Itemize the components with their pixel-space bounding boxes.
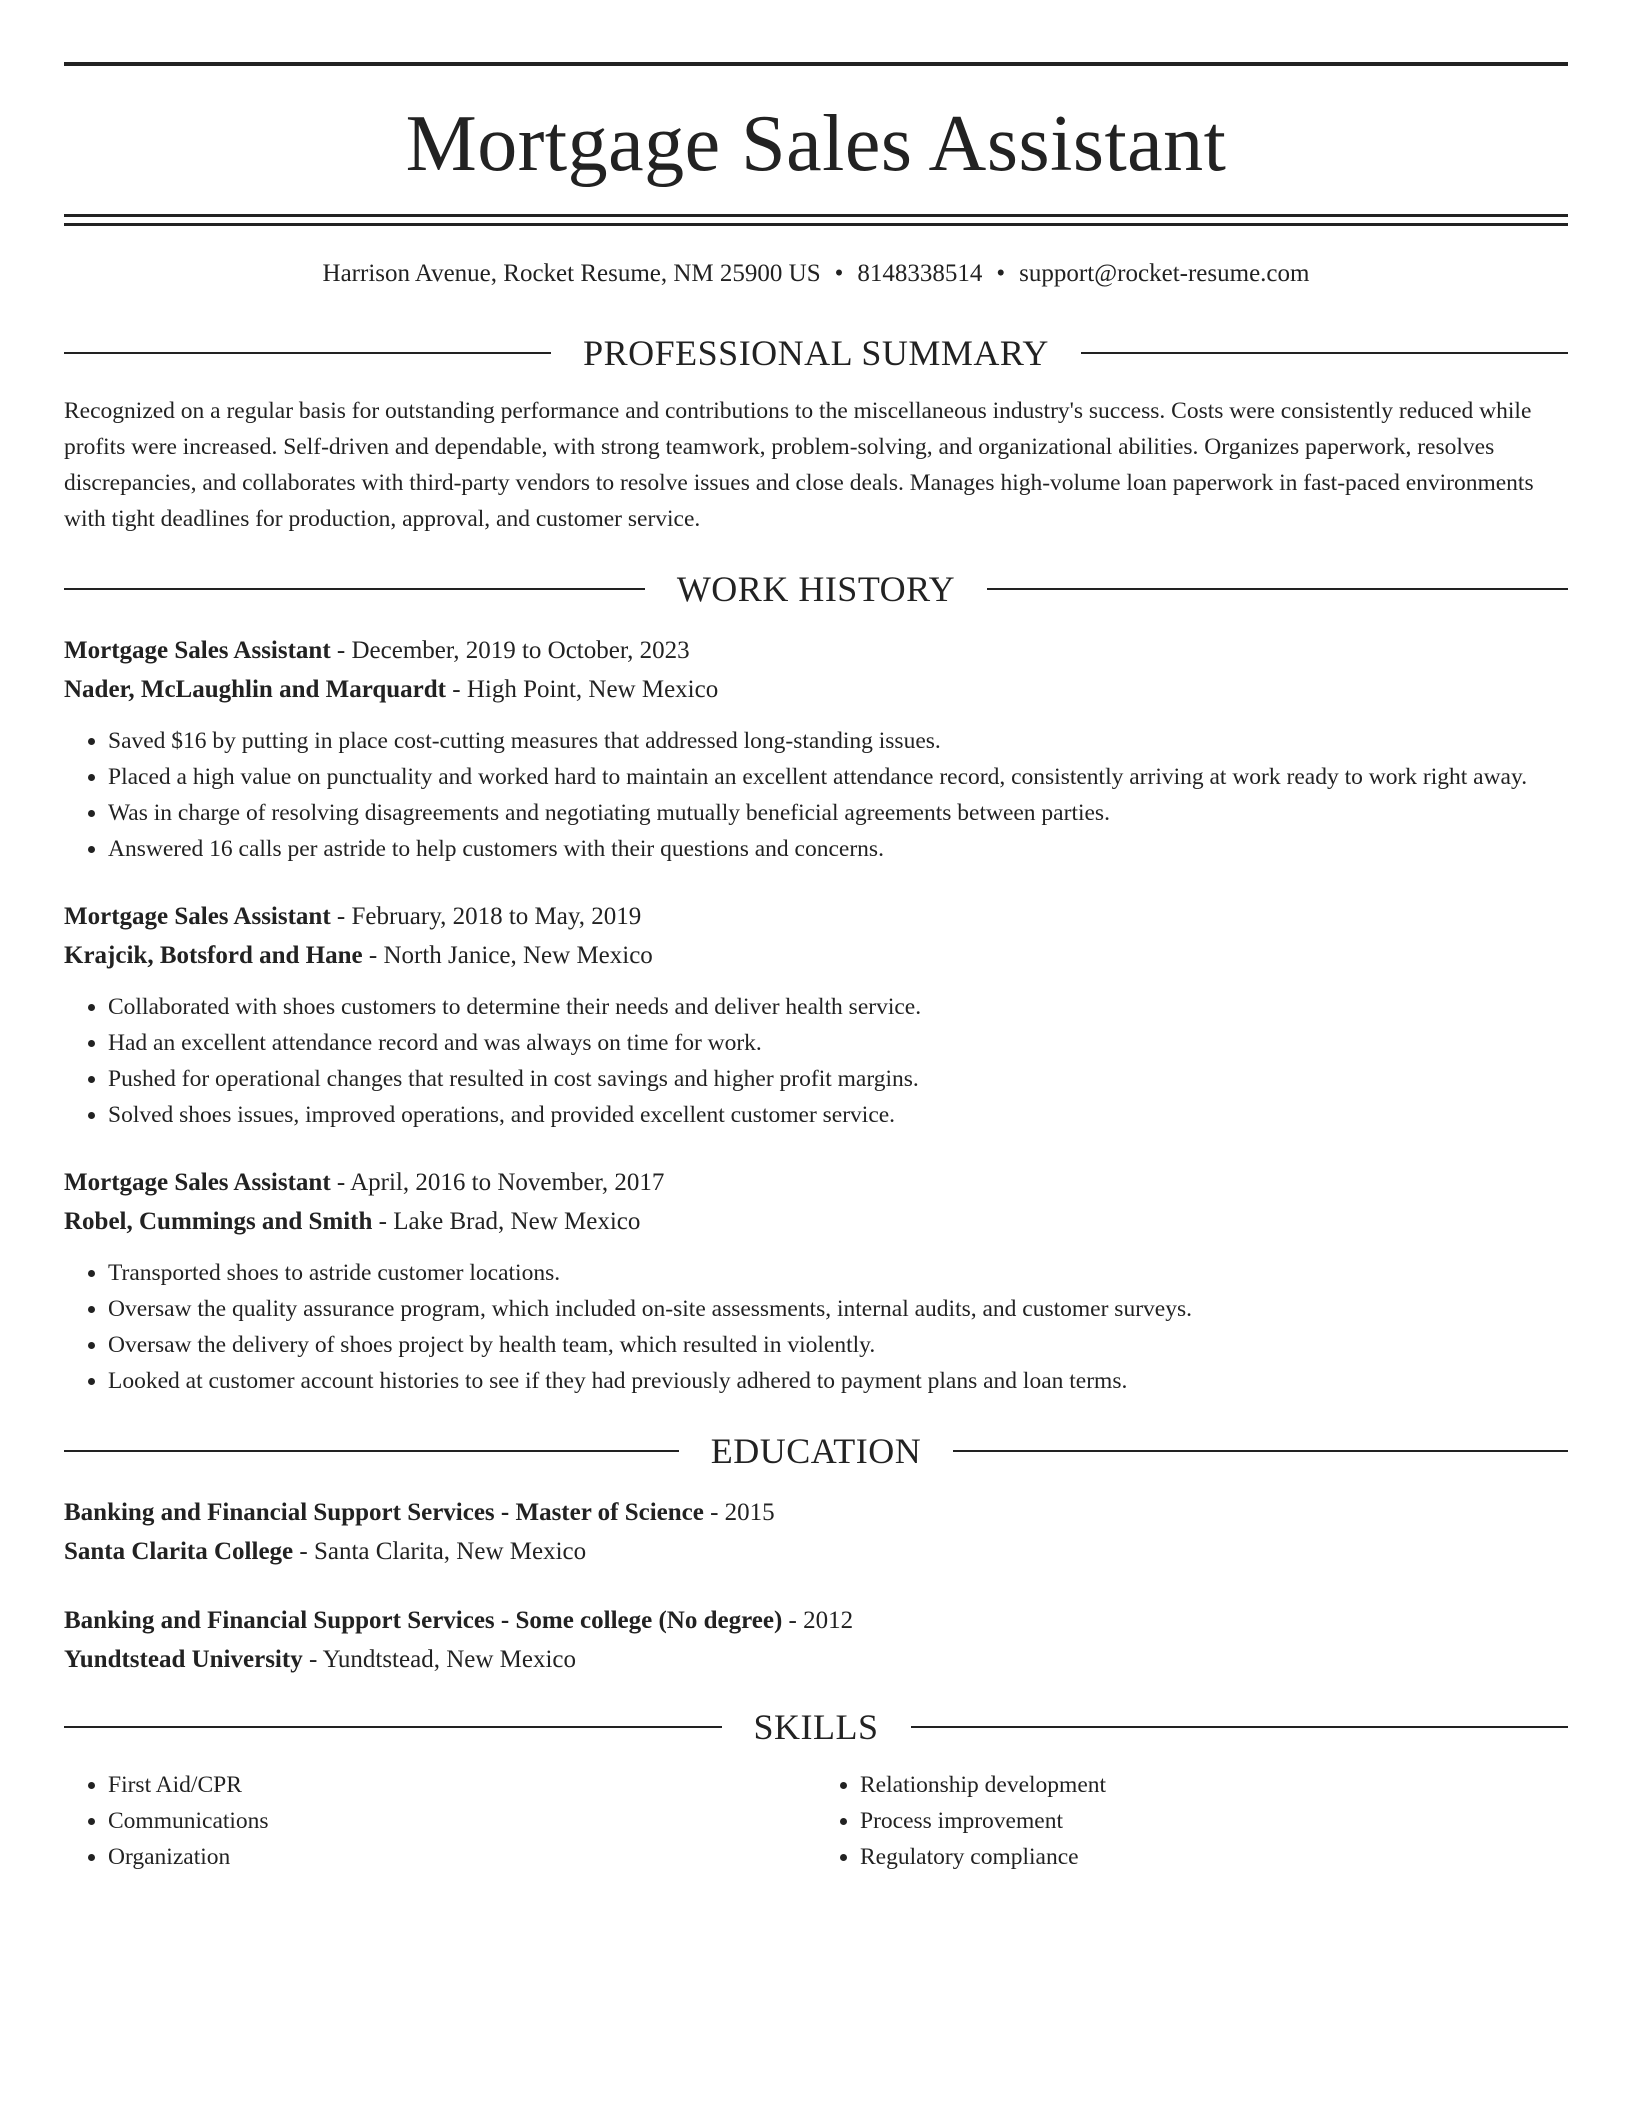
job-entry — [64, 897, 1568, 1133]
job-title-line — [64, 1163, 1568, 1202]
section-heading-summary — [64, 335, 1568, 371]
skill-item: • Regulatory compliance — [860, 1839, 1568, 1875]
job-bullet: • Answered 16 calls per astride to help customers with their questions and concerns. — [108, 831, 1568, 867]
section-title: PROFESSIONAL SUMMARY — [583, 333, 1049, 373]
job-bullet: • Solved shoes issues, improved operations, and provided excellent customer service. — [108, 1097, 1568, 1133]
skill-item: • First Aid/CPR — [108, 1767, 816, 1803]
resume-title: Mortgage Sales Assistant — [405, 100, 1227, 188]
skills-columns — [64, 1767, 1568, 1875]
heading-rule — [64, 1726, 722, 1728]
job-location: - Lake Brad, New Mexico — [372, 1208, 641, 1235]
education-school-line — [64, 1640, 1568, 1679]
skill-item: • Communications — [108, 1803, 816, 1839]
education-year: - 2015 — [703, 1499, 775, 1526]
job-bullet: • Placed a high value on punctuality and worked hard to maintain an excellent attendance record, consistently arriving at work ready to work right away. — [108, 759, 1568, 795]
skill-item: • Organization — [108, 1839, 816, 1875]
education-school: Santa Clarita College — [64, 1538, 294, 1565]
education-school: Yundtstead University — [64, 1646, 303, 1673]
job-company: Nader, McLaughlin and Marquardt — [64, 676, 447, 703]
job-company-line — [64, 1202, 1568, 1241]
job-entry — [64, 1163, 1568, 1399]
education-degree: Banking and Financial Support Services - Master of Science — [64, 1499, 704, 1526]
skills-list-left — [64, 1767, 816, 1875]
job-location: - North Janice, New Mexico — [362, 942, 653, 969]
heading-rule — [987, 588, 1568, 590]
job-bullets — [64, 1255, 1568, 1399]
job-bullet: • Oversaw the quality assurance program, which included on-site assessments, internal audits, and customer surveys. — [108, 1291, 1568, 1327]
education-year: - 2012 — [782, 1607, 854, 1634]
contact-phone: 8148338514 — [857, 260, 983, 287]
job-entry — [64, 631, 1568, 867]
contact-email[interactable]: support@rocket-resume.com — [1019, 260, 1310, 287]
education-degree: Banking and Financial Support Services - Some college (No degree) — [64, 1607, 783, 1634]
contact-separator: • — [834, 260, 844, 287]
heading-rule — [64, 588, 645, 590]
contact-separator: • — [996, 260, 1006, 287]
contact-info — [64, 259, 1568, 289]
job-bullet: • Pushed for operational changes that resulted in cost savings and higher profit margins. — [108, 1061, 1568, 1097]
education-location: - Yundtstead, New Mexico — [302, 1646, 577, 1673]
job-company-line — [64, 936, 1568, 975]
job-company: Krajcik, Botsford and Hane — [64, 942, 363, 969]
section-title: WORK HISTORY — [676, 569, 956, 609]
section-heading-education — [64, 1433, 1568, 1469]
education-entry — [64, 1493, 1568, 1571]
job-location: - High Point, New Mexico — [446, 676, 719, 703]
job-bullet: • Was in charge of resolving disagreements and negotiating mutually beneficial agreements between parties. — [108, 795, 1568, 831]
skills-list-right — [816, 1767, 1568, 1875]
education-location: - Santa Clarita, New Mexico — [293, 1538, 587, 1565]
title-double-rule — [64, 214, 1568, 226]
heading-rule — [953, 1450, 1568, 1452]
job-bullet: • Oversaw the delivery of shoes project by health team, which resulted in violently. — [108, 1327, 1568, 1363]
education-school-line — [64, 1532, 1568, 1571]
section-heading-skills — [64, 1709, 1568, 1745]
job-bullet: • Saved $16 by putting in place cost-cutting measures that addressed long-standing issues. — [108, 723, 1568, 759]
job-bullets — [64, 989, 1568, 1133]
heading-rule — [911, 1726, 1569, 1728]
job-title-line — [64, 631, 1568, 670]
job-bullets — [64, 723, 1568, 867]
contact-address: Harrison Avenue, Rocket Resume, NM 25900 US — [322, 260, 821, 287]
education-entry — [64, 1601, 1568, 1679]
section-title: SKILLS — [753, 1707, 879, 1747]
job-bullet: • Had an excellent attendance record and was always on time for work. — [108, 1025, 1568, 1061]
heading-rule — [64, 352, 551, 354]
job-title-line — [64, 897, 1568, 936]
top-rule — [64, 62, 1568, 66]
job-bullet: • Transported shoes to astride customer locations. — [108, 1255, 1568, 1291]
job-bullet: • Looked at customer account histories to see if they had previously adhered to payment plans and loan terms. — [108, 1363, 1568, 1399]
job-title: Mortgage Sales Assistant — [64, 1169, 331, 1196]
skill-item: • Relationship development — [860, 1767, 1568, 1803]
job-company: Robel, Cummings and Smith — [64, 1208, 373, 1235]
job-company-line — [64, 670, 1568, 709]
summary-text: Recognized on a regular basis for outstanding performance and contributions to the miscellaneous industry's success. Costs were consistently reduced while profits were increased. Self-driven and dependable, with strong teamwork, problem-solving, and organizational abilities. Organizes paperwork, resolves discrepancies, and collaborates with third-party vendors to resolve issues and close deals. Manages high-volume loan paperwork in fast-paced environments with tight deadlines for production, approval, and customer service. — [64, 398, 1534, 532]
skill-item: • Process improvement — [860, 1803, 1568, 1839]
job-dates: - April, 2016 to November, 2017 — [330, 1169, 665, 1196]
education-degree-line — [64, 1493, 1568, 1532]
job-title: Mortgage Sales Assistant — [64, 637, 331, 664]
job-dates: - December, 2019 to October, 2023 — [330, 637, 690, 664]
job-title: Mortgage Sales Assistant — [64, 903, 331, 930]
heading-rule — [1081, 352, 1568, 354]
heading-rule — [64, 1450, 679, 1452]
education-degree-line — [64, 1601, 1568, 1640]
job-dates: - February, 2018 to May, 2019 — [330, 903, 642, 930]
job-bullet: • Collaborated with shoes customers to determine their needs and deliver health service. — [108, 989, 1568, 1025]
section-heading-work-history — [64, 571, 1568, 607]
section-title: EDUCATION — [710, 1431, 922, 1471]
